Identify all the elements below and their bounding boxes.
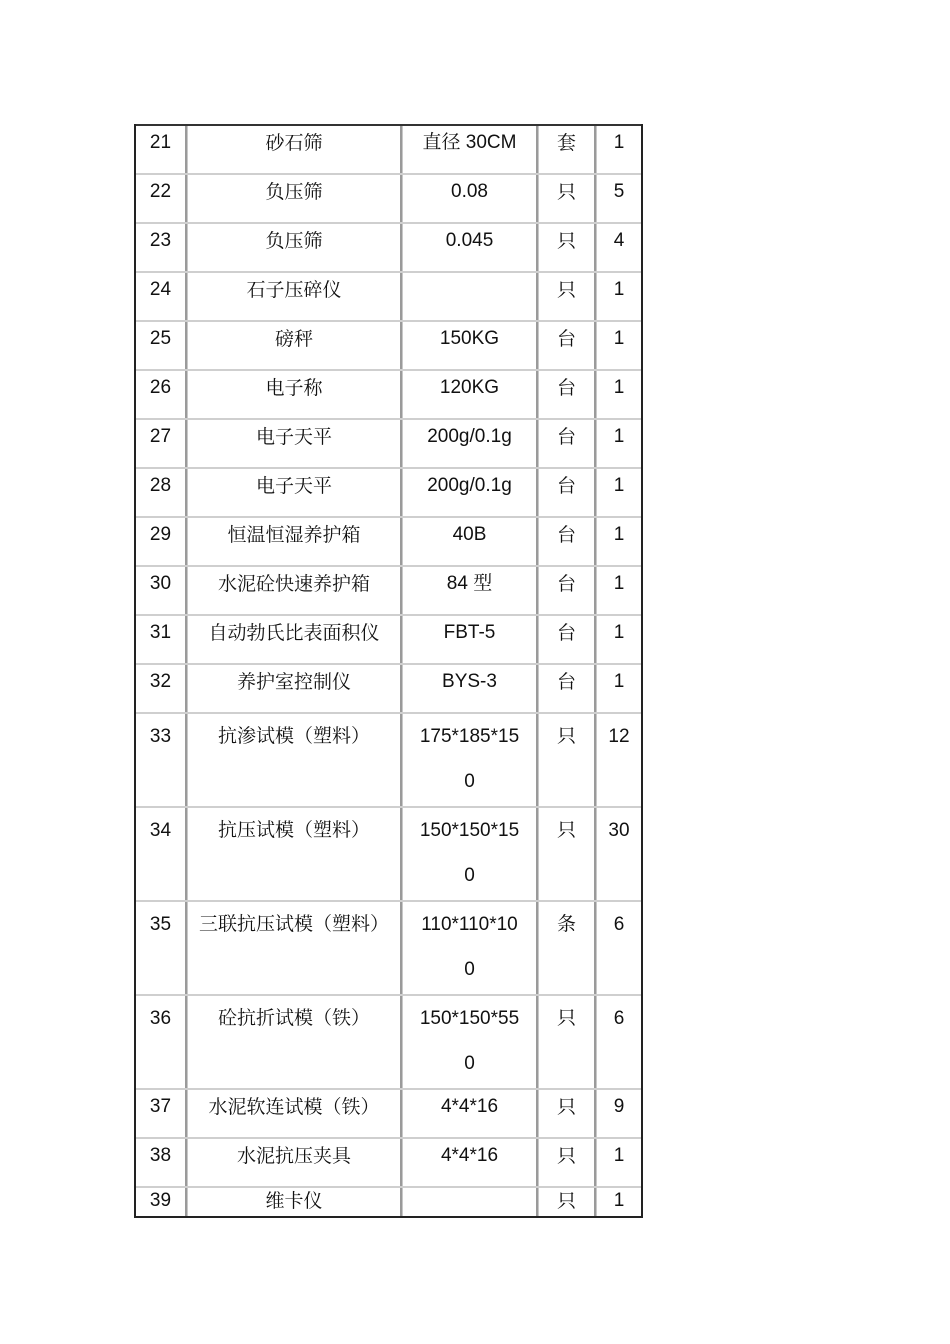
unit-cell: 只	[538, 175, 596, 222]
specification-cell: 直径 30CM	[402, 126, 538, 173]
equipment-name-cell: 电子称	[187, 371, 402, 418]
specification-cell: 175*185*15 0	[402, 714, 538, 806]
table-row	[136, 271, 641, 320]
table-row	[136, 173, 641, 222]
row-number-cell: 23	[136, 224, 187, 271]
row-number-cell: 29	[136, 518, 187, 565]
table-row	[136, 806, 641, 900]
specification-cell: 4*4*16	[402, 1139, 538, 1186]
equipment-name-cell: 维卡仪	[187, 1188, 402, 1216]
unit-cell: 台	[538, 665, 596, 712]
row-number-cell: 32	[136, 665, 187, 712]
quantity-cell: 6	[596, 996, 641, 1088]
table-row	[136, 1137, 641, 1186]
table-row	[136, 369, 641, 418]
quantity-cell: 1	[596, 1139, 641, 1186]
equipment-name-cell: 抗渗试模（塑料）	[187, 714, 402, 806]
specification-cell: 0.08	[402, 175, 538, 222]
quantity-cell: 1	[596, 322, 641, 369]
unit-cell: 台	[538, 469, 596, 516]
specification-cell: 200g/0.1g	[402, 469, 538, 516]
table-row	[136, 614, 641, 663]
table-row	[136, 124, 641, 173]
quantity-cell: 1	[596, 469, 641, 516]
table-row	[136, 663, 641, 712]
quantity-cell: 1	[596, 665, 641, 712]
row-number-cell: 39	[136, 1188, 187, 1216]
specification-cell: 40B	[402, 518, 538, 565]
equipment-name-cell: 抗压试模（塑料）	[187, 808, 402, 900]
unit-cell: 只	[538, 224, 596, 271]
table-row	[136, 1088, 641, 1137]
row-number-cell: 26	[136, 371, 187, 418]
specification-cell	[402, 1188, 538, 1216]
row-number-cell: 38	[136, 1139, 187, 1186]
table-row	[136, 516, 641, 565]
quantity-cell: 1	[596, 518, 641, 565]
row-number-cell: 37	[136, 1090, 187, 1137]
unit-cell: 套	[538, 126, 596, 173]
table-row	[136, 565, 641, 614]
specification-cell: FBT-5	[402, 616, 538, 663]
quantity-cell: 1	[596, 567, 641, 614]
equipment-name-cell: 水泥砼快速养护箱	[187, 567, 402, 614]
specification-cell	[402, 273, 538, 320]
row-number-cell: 34	[136, 808, 187, 900]
specification-cell: BYS-3	[402, 665, 538, 712]
specification-cell: 4*4*16	[402, 1090, 538, 1137]
quantity-cell: 12	[596, 714, 641, 806]
equipment-name-cell: 养护室控制仪	[187, 665, 402, 712]
unit-cell: 条	[538, 902, 596, 994]
equipment-name-cell: 砂石筛	[187, 126, 402, 173]
unit-cell: 只	[538, 273, 596, 320]
row-number-cell: 35	[136, 902, 187, 994]
specification-cell: 150*150*15 0	[402, 808, 538, 900]
specification-cell: 150KG	[402, 322, 538, 369]
quantity-cell: 1	[596, 420, 641, 467]
table-row	[136, 712, 641, 806]
row-number-cell: 33	[136, 714, 187, 806]
equipment-name-cell: 水泥抗压夹具	[187, 1139, 402, 1186]
specification-cell: 110*110*10 0	[402, 902, 538, 994]
equipment-name-cell: 砼抗折试模（铁）	[187, 996, 402, 1088]
unit-cell: 台	[538, 616, 596, 663]
row-number-cell: 31	[136, 616, 187, 663]
equipment-name-cell: 自动勃氏比表面积仪	[187, 616, 402, 663]
unit-cell: 台	[538, 371, 596, 418]
table-row	[136, 222, 641, 271]
unit-cell: 只	[538, 1090, 596, 1137]
equipment-name-cell: 石子压碎仪	[187, 273, 402, 320]
equipment-name-cell: 电子天平	[187, 469, 402, 516]
unit-cell: 台	[538, 567, 596, 614]
quantity-cell: 6	[596, 902, 641, 994]
unit-cell: 只	[538, 996, 596, 1088]
equipment-name-cell: 负压筛	[187, 224, 402, 271]
row-number-cell: 36	[136, 996, 187, 1088]
quantity-cell: 1	[596, 1188, 641, 1216]
table-row	[136, 467, 641, 516]
unit-cell: 台	[538, 518, 596, 565]
quantity-cell: 1	[596, 371, 641, 418]
quantity-cell: 1	[596, 126, 641, 173]
specification-cell: 84 型	[402, 567, 538, 614]
row-number-cell: 25	[136, 322, 187, 369]
equipment-name-cell: 恒温恒湿养护箱	[187, 518, 402, 565]
equipment-name-cell: 磅秤	[187, 322, 402, 369]
row-number-cell: 21	[136, 126, 187, 173]
equipment-name-cell: 电子天平	[187, 420, 402, 467]
specification-cell: 200g/0.1g	[402, 420, 538, 467]
unit-cell: 只	[538, 1188, 596, 1216]
equipment-table	[134, 124, 643, 1218]
equipment-name-cell: 负压筛	[187, 175, 402, 222]
row-number-cell: 24	[136, 273, 187, 320]
row-number-cell: 28	[136, 469, 187, 516]
quantity-cell: 5	[596, 175, 641, 222]
specification-cell: 150*150*55 0	[402, 996, 538, 1088]
unit-cell: 只	[538, 808, 596, 900]
table-row	[136, 1186, 641, 1216]
row-number-cell: 27	[136, 420, 187, 467]
equipment-name-cell: 三联抗压试模（塑料）	[187, 902, 402, 994]
quantity-cell: 1	[596, 273, 641, 320]
quantity-cell: 4	[596, 224, 641, 271]
quantity-cell: 9	[596, 1090, 641, 1137]
equipment-name-cell: 水泥软连试模（铁）	[187, 1090, 402, 1137]
specification-cell: 0.045	[402, 224, 538, 271]
unit-cell: 台	[538, 322, 596, 369]
table-row	[136, 994, 641, 1088]
table-row	[136, 418, 641, 467]
unit-cell: 台	[538, 420, 596, 467]
quantity-cell: 30	[596, 808, 641, 900]
unit-cell: 只	[538, 714, 596, 806]
specification-cell: 120KG	[402, 371, 538, 418]
unit-cell: 只	[538, 1139, 596, 1186]
table-row	[136, 900, 641, 994]
row-number-cell: 22	[136, 175, 187, 222]
quantity-cell: 1	[596, 616, 641, 663]
table-row	[136, 320, 641, 369]
row-number-cell: 30	[136, 567, 187, 614]
